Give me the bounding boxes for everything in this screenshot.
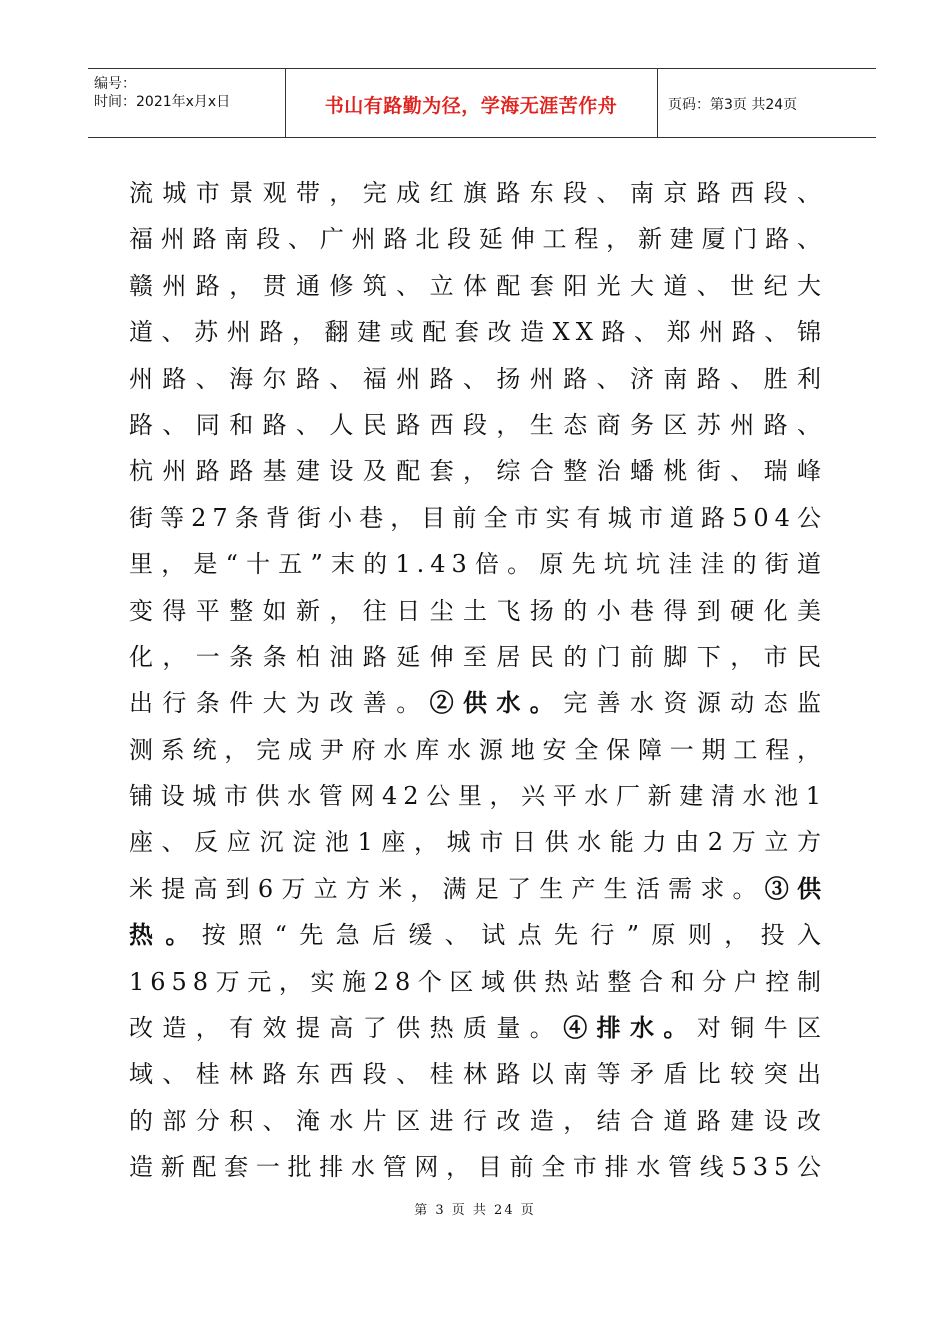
text-line: 流城市景观带，完成红旗路东段、南京路西段、	[129, 179, 827, 207]
text-line: 造新配套一批排水管网，目前全市排水管线535公	[129, 1153, 827, 1182]
page-header	[88, 68, 876, 138]
text-line: 化，一条条柏油路延伸至居民的门前脚下，市民	[129, 642, 827, 671]
header-motto-cell	[285, 69, 658, 137]
text-line: 1658万元，实施28个区域供热站整合和分户控制	[129, 967, 827, 996]
text-line: 福州路南段、广州路北段延伸工程，新建厦门路、	[129, 225, 827, 254]
text-line: 杭州路路基建设及配套，综合整治蟠桃街、瑞峰	[129, 457, 827, 486]
text-line: 路、同和路、人民路西段，生态商务区苏州路、	[129, 410, 827, 439]
text-line: 域、桂林路东西段、桂林路以南等矛盾比较突出	[129, 1060, 827, 1089]
text-line: 改造，有效提高了供热质量。④排水。对铜牛区	[129, 1013, 828, 1043]
text-line: 测系统，完成尹府水库水源地安全保障一期工程，	[129, 735, 827, 764]
header-page-number: 页码：第3页 共24页	[668, 97, 798, 113]
text-line: 出行条件大为改善。②供水。完善水资源动态监	[129, 688, 828, 718]
body-text	[129, 170, 827, 1191]
text-line: 州路、海尔路、福州路、扬州路、济南路、胜利	[129, 364, 827, 393]
section-heading-water-supply: ②供水。	[429, 688, 564, 718]
text-line: 变得平整如新，往日尘土飞扬的小巷得到硬化美	[129, 596, 827, 625]
document-time: 时间：2021年x月x日	[94, 94, 231, 110]
text-line: 街等27条背街小巷，目前全市实有城市道路504公	[129, 503, 827, 532]
text-line: 热。按照“先急后缓、试点先行”原则，投入	[129, 920, 828, 950]
section-heading-heating: ③供	[764, 873, 827, 903]
section-heading-drainage: ④排水。	[563, 1013, 697, 1043]
text-line: 里，是“十五”末的1.43倍。原先坑坑洼洼的街道	[129, 550, 827, 579]
header-meta-cell	[88, 69, 286, 137]
section-heading-heating-cont: 热。	[129, 920, 202, 950]
text-line: 座、反应沉淀池1座，城市日供水能力由2万立方	[129, 828, 827, 857]
header-motto: 书山有路勤为径，学海无涯苦作舟	[324, 95, 618, 117]
text-line: 米提高到6万立方米，满足了生产生活需求。③供	[129, 873, 827, 903]
document-number: 编号：	[94, 76, 136, 92]
text-line: 赣州路，贯通修筑、立体配套阳光大道、世纪大	[129, 271, 827, 300]
text-line: 铺设城市供水管网42公里，兴平水厂新建清水池1	[129, 782, 827, 811]
page-footer: 第 3 页 共 24 页	[414, 1203, 536, 1218]
header-page-cell	[658, 69, 876, 137]
text-line: 的部分积、淹水片区进行改造，结合道路建设改	[129, 1106, 827, 1135]
text-line: 道、苏州路，翻建或配套改造XX路、郑州路、锦	[129, 318, 827, 347]
